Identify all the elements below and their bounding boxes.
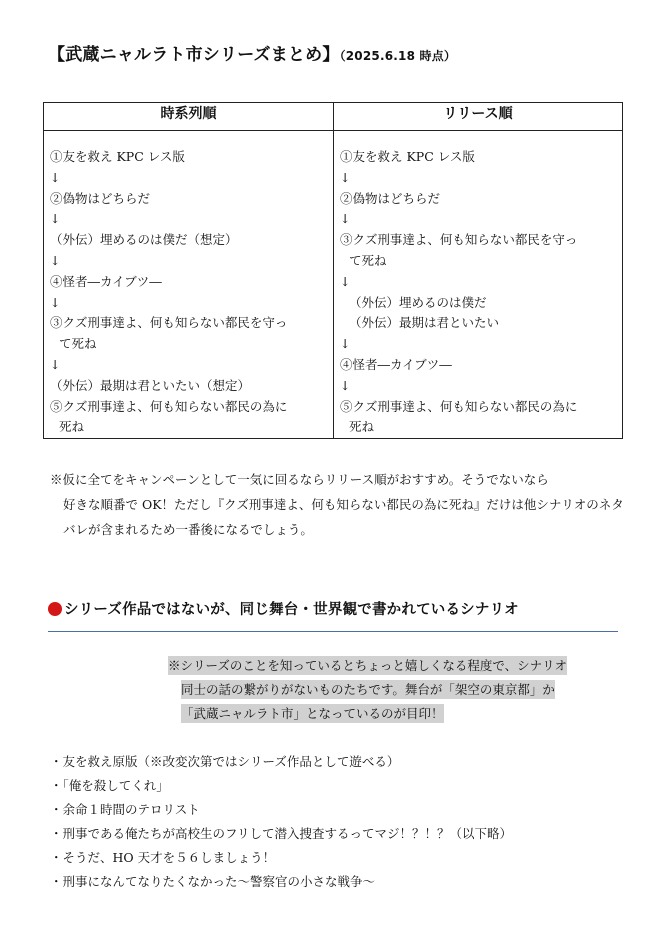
header-release: リリース順 xyxy=(334,103,623,131)
release-arrow: ↓ xyxy=(340,377,351,393)
release-step-5-line1: ⑤クズ刑事達よ、何も知らない都民の為に xyxy=(340,398,578,414)
release-step-1: ①友を救え KPC レス版 xyxy=(340,149,475,164)
chrono-step-2: ②偽物はどちらだ xyxy=(50,190,151,206)
release-step-5-line2: 死ね xyxy=(349,419,375,435)
title-text: 【武蔵ニャルラト市シリーズまとめ】 xyxy=(48,45,340,65)
related-callout xyxy=(168,654,620,726)
series-order-table xyxy=(43,102,623,439)
list-item: ・友を救え原版（※改変次第ではシリーズ作品として遊べる） xyxy=(50,754,400,769)
note-rest: 好きな順番で OK！ただし『クズ刑事達よ、何も知らない都民の為に死ね』だけは他シナリオのネタバレが含まれるため一番後になるでしょう。 xyxy=(63,497,624,537)
callout-line-3 xyxy=(168,702,620,726)
release-arrow: ↓ xyxy=(340,169,351,185)
chrono-step-3 xyxy=(50,313,327,355)
list-item: ・そうだ、HO 天才を５６しましょう！ xyxy=(50,850,276,865)
chrono-step-gaiden-2: （外伝）最期は君といたい（想定） xyxy=(50,377,251,393)
release-step-5 xyxy=(340,397,616,439)
release-step-gaiden-2: （外伝）最期は君といたい xyxy=(349,315,500,331)
section-title: シリーズ作品ではないが、同じ舞台・世界観で書かれているシナリオ xyxy=(64,602,519,618)
callout-line-2-text: 同士の話の繋がりがないものたちです。舞台が「架空の東京都」か xyxy=(181,682,555,697)
related-works-list xyxy=(50,750,512,894)
chrono-arrow: ↓ xyxy=(50,169,61,185)
release-column xyxy=(334,131,623,439)
callout-line-1-text: ※シリーズのことを知っているとちょっと嬉しくなる程度で、シナリオ xyxy=(168,658,568,673)
related-section-heading xyxy=(48,598,618,632)
release-arrow: ↓ xyxy=(340,273,351,289)
release-step-gaiden-1: （外伝）埋めるのは僕だ xyxy=(349,294,487,310)
header-chronological: 時系列順 xyxy=(44,103,334,131)
title-date: （2025.6.18 時点） xyxy=(339,49,457,63)
callout-line-1 xyxy=(168,654,620,678)
chrono-step-5-line1: ⑤クズ刑事達よ、何も知らない都民の為に xyxy=(50,398,288,414)
chrono-arrow: ↓ xyxy=(50,356,61,372)
chronological-column xyxy=(44,131,334,439)
chrono-step-gaiden-1: （外伝）埋めるのは僕だ（想定） xyxy=(50,232,238,248)
chrono-step-3-line1: ③クズ刑事達よ、何も知らない都民を守っ xyxy=(50,315,288,331)
release-step-3 xyxy=(340,230,616,272)
chrono-arrow: ↓ xyxy=(50,252,61,268)
red-circle-bullet-icon xyxy=(48,602,62,616)
release-step-2: ②偽物はどちらだ xyxy=(340,190,441,206)
chrono-step-5-line2: 死ね xyxy=(59,419,85,435)
release-step-3-line1: ③クズ刑事達よ、何も知らない都民を守っ xyxy=(340,232,578,248)
list-item: ・刑事になんてなりたくなかった～警察官の小さな戦争～ xyxy=(50,874,376,889)
chrono-arrow: ↓ xyxy=(50,211,61,227)
page-title xyxy=(48,40,456,65)
list-item: ・「俺を殺してくれ」 xyxy=(50,778,169,793)
recommendation-note xyxy=(50,467,625,542)
release-step-3-line2: て死ね xyxy=(349,252,387,268)
release-arrow: ↓ xyxy=(340,211,351,227)
chrono-step-4: ④怪者―カイブツ― xyxy=(50,273,162,289)
callout-line-2 xyxy=(168,678,620,702)
list-item: ・刑事である俺たちが高校生のフリして潜入捜査するってマジ！？！？（以下略） xyxy=(50,826,513,841)
list-item: ・余命１時間のテロリスト xyxy=(50,802,200,817)
chrono-arrow: ↓ xyxy=(50,294,61,310)
chrono-step-1: ①友を救え KPC レス版 xyxy=(50,149,185,164)
note-line-1: ※仮に全てをキャンペーンとして一気に回るならリリース順がおすすめ。そうでないなら xyxy=(50,472,549,487)
chrono-step-5 xyxy=(50,397,327,439)
release-arrow: ↓ xyxy=(340,336,351,352)
release-step-4: ④怪者―カイブツ― xyxy=(340,356,452,372)
chrono-step-3-line2: て死ね xyxy=(59,336,97,352)
callout-line-3-text: 「武蔵ニャルラト市」となっているのが目印！ xyxy=(181,706,444,721)
